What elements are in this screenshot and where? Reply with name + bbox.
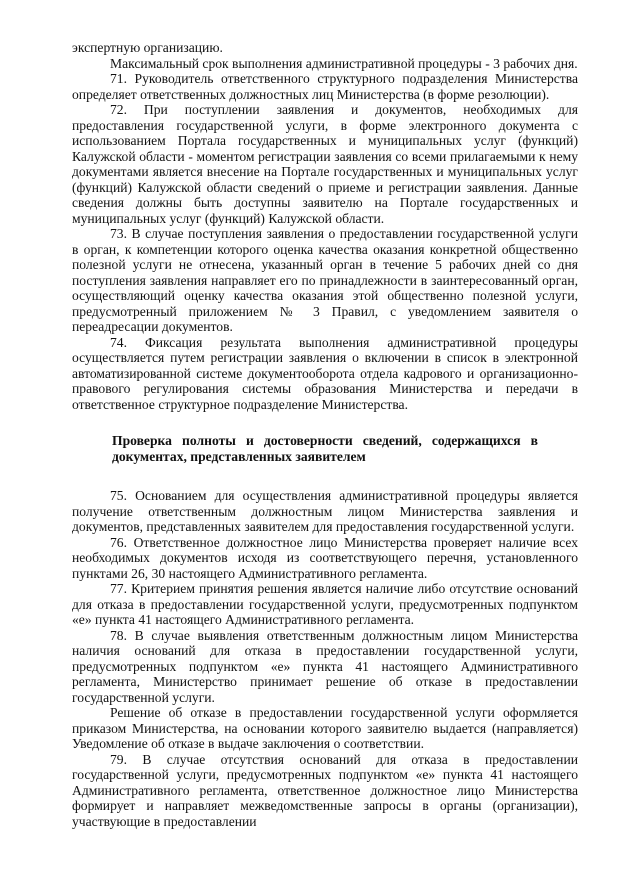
paragraph-max-duration: Максимальный срок выполнения административной процедуры - 3 рабочих дня. — [110, 55, 578, 71]
paragraph-77: 77. Критерием принятия решения является наличие либо отсутствие оснований для отказа в предоставлении государственной услуги, предусмотренных подпунктом «е» пункта 41 настоящего Административного регламента. — [72, 581, 578, 627]
paragraph-73: 73. В случае поступления заявления о предоставлении государственной услуги в орган, к компетенции которого оценка качества оказания конкретной общественно полезной услуги не отнесена, указанный орган в течение 5 рабочих дней со дня поступления заявления направляет его по принадлежности в заинтересованный орган, осуществляющий оценку качества оказания этой общественно полезной услуги, предусмотренный приложением № 3 Правил, с уведомлением заявителя о переадресации документов. — [72, 226, 578, 334]
paragraph-76: 76. Ответственное должностное лицо Министерства проверяет наличие всех необходимых документов исходя из соответствующего перечня, установленного пунктами 26, 30 настоящего Административного регламента. — [72, 534, 578, 581]
paragraph-75: 75. Основанием для осуществления административной процедуры является получение ответственным должностным лицом Министерства заявления и документов, представленных заявителем для предоставления государственной услуги. — [72, 488, 578, 534]
paragraph-78: 78. В случае выявления ответственным должностным лицом Министерства наличия оснований для отказа в предоставлении государственной услуги, предусмотренных подпунктом «е» пункта 41 настоящего Административного регламента, Министерство принимает решение об отказе в предоставлении государственной услуги. — [72, 627, 578, 705]
document-body — [72, 40, 578, 829]
paragraph-74: 74. Фиксация результата выполнения административной процедуры осуществляется путем регистрации заявления о включении в список в электронной автоматизированной системе документооборота отдела кадрового и организационно-правового регулирования системы образования Министерства и передачи в ответственное структурное подразделение Министерства. — [72, 334, 578, 412]
paragraph-continuation: экспертную организацию. — [72, 40, 223, 55]
section-heading: Проверка полноты и достоверности сведений, содержащихся в документах, представленных заявителем — [112, 433, 538, 464]
paragraph-71: 71. Руководитель ответственного структурного подразделения Министерства определяет ответственных должностных лиц Министерства (в форме резолюции). — [72, 71, 578, 102]
paragraph-79: 79. В случае отсутствия оснований для отказа в предоставлении государственной услуги, предусмотренных подпунктом «е» пункта 41 настоящего Административного регламента, ответственное должностное лицо Министерства формирует и направляет межведомственные запросы в органы (организации), участвующие в предоставлении — [72, 751, 578, 829]
paragraph-refusal-decision: Решение об отказе в предоставлении государственной услуги оформляется приказом Министерства, на основании которого заявителю выдается (направляется) Уведомление об отказе в выдаче заключения о соответствии. — [72, 705, 578, 751]
paragraph-72: 72. При поступлении заявления и документов, необходимых для предоставления государственной услуги, в форме электронного документа с использованием Портала государственных и муниципальных услуг (функций) Калужской области - моментом регистрации заявления со всеми прилагаемыми к нему документами является внесение на Портале государственных и муниципальных услуг (функций) Калужской области сведений о приеме и регистрации заявления. Данные сведения должны быть доступны заявителю на Портале государственных и муниципальных услуг (функций) Калужской области. — [72, 102, 578, 226]
